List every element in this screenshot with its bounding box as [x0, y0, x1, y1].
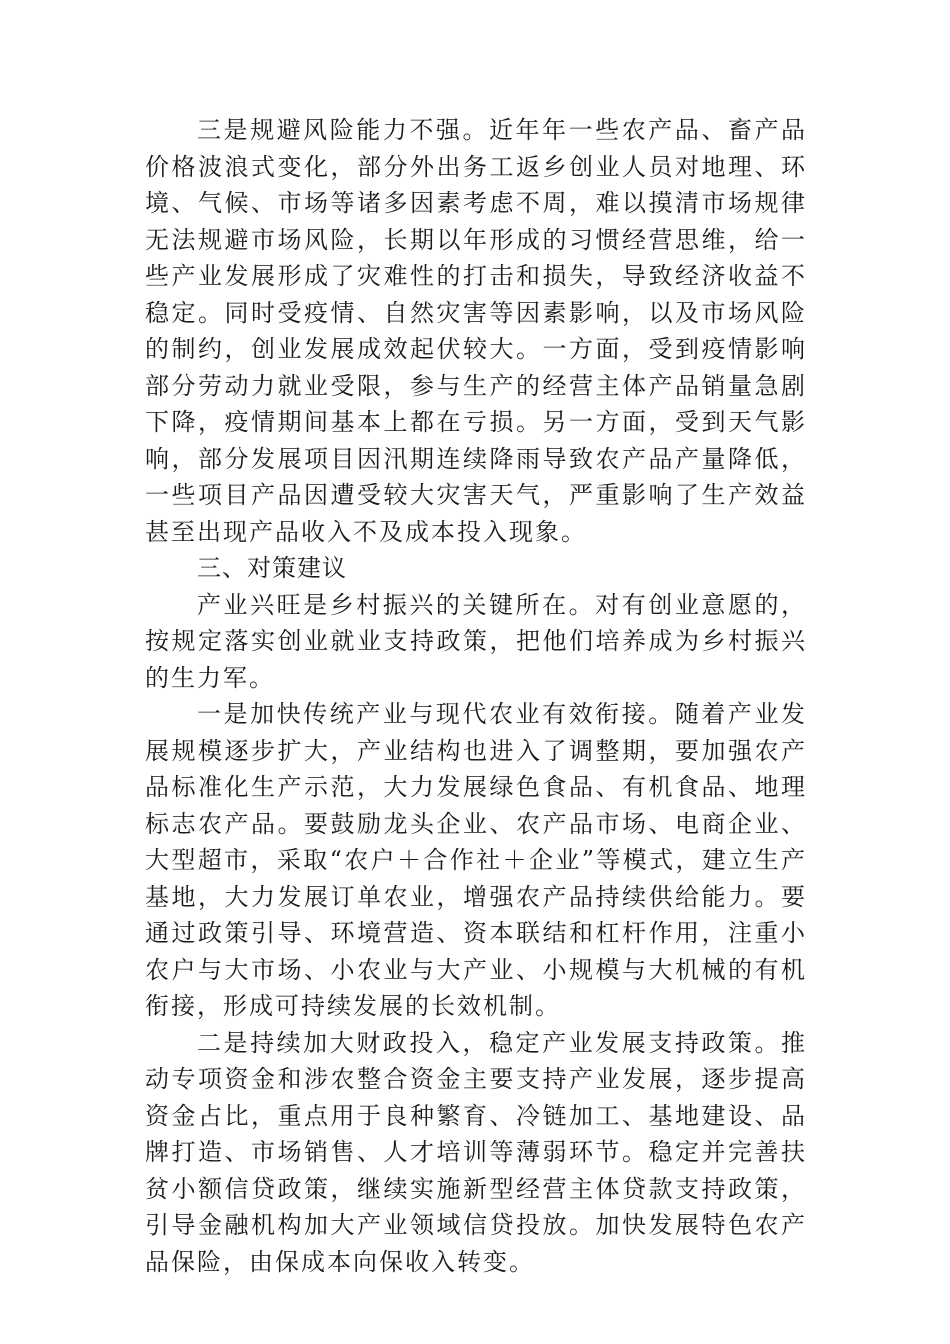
document-page [145, 112, 807, 1280]
paragraph-traditional-modern-agriculture: 一是加快传统产业与现代农业有效衔接。随着产业发展规模逐步扩大，产业结构也进入了调整期，要加强农产品标准化生产示范，大力发展绿色食品、有机食品、地理标志农产品。要鼓励龙头企业、农产品市场、电商企业、大型超市，采取“农户＋合作社＋企业”等模式，建立生产基地，大力发展订单农业，增强农产品持续供给能力。要通过政策引导、环境营造、资本联结和杠杆作用，注重小农户与大市场、小农业与大产业、小规模与大机械的有机衔接，形成可持续发展的长效机制。 [145, 700, 807, 1020]
paragraph-risk-avoidance: 三是规避风险能力不强。近年年一些农产品、畜产品价格波浪式变化，部分外出务工返乡创业人员对地理、环境、气候、市场等诸多因素考虑不周，难以摸清市场规律无法规避市场风险，长期以年形成的习惯经营思维，给一些产业发展形成了灾难性的打击和损失，导致经济收益不稳定。同时受疫情、自然灾害等因素影响，以及市场风险的制约，创业发展成效起伏较大。一方面，受到疫情影响部分劳动力就业受限，参与生产的经营主体产品销量急剧下降，疫情期间基本上都在亏损。另一方面，受到天气影响，部分发展项目因汛期连续降雨导致农产品产量降低，一些项目产品因遭受较大灾害天气，严重影响了生产效益甚至出现产品收入不及成本投入现象。 [145, 116, 807, 546]
paragraph-fiscal-investment: 二是持续加大财政投入，稳定产业发展支持政策。推动专项资金和涉农整合资金主要支持产业发展，逐步提高资金占比，重点用于良种繁育、冷链加工、基地建设、品牌打造、市场销售、人才培训等薄弱环节。稳定并完善扶贫小额信贷政策，继续实施新型经营主体贷款支持政策，引导金融机构加大产业领域信贷投放。加快发展特色农产品保险，由保成本向保收入转变。 [145, 1028, 807, 1276]
section-heading-countermeasures: 三、对策建议 [197, 554, 347, 582]
paragraph-industry-prosperity: 产业兴旺是乡村振兴的关键所在。对有创业意愿的，按规定落实创业就业支持政策，把他们培养成为乡村振兴的生力军。 [145, 590, 807, 692]
